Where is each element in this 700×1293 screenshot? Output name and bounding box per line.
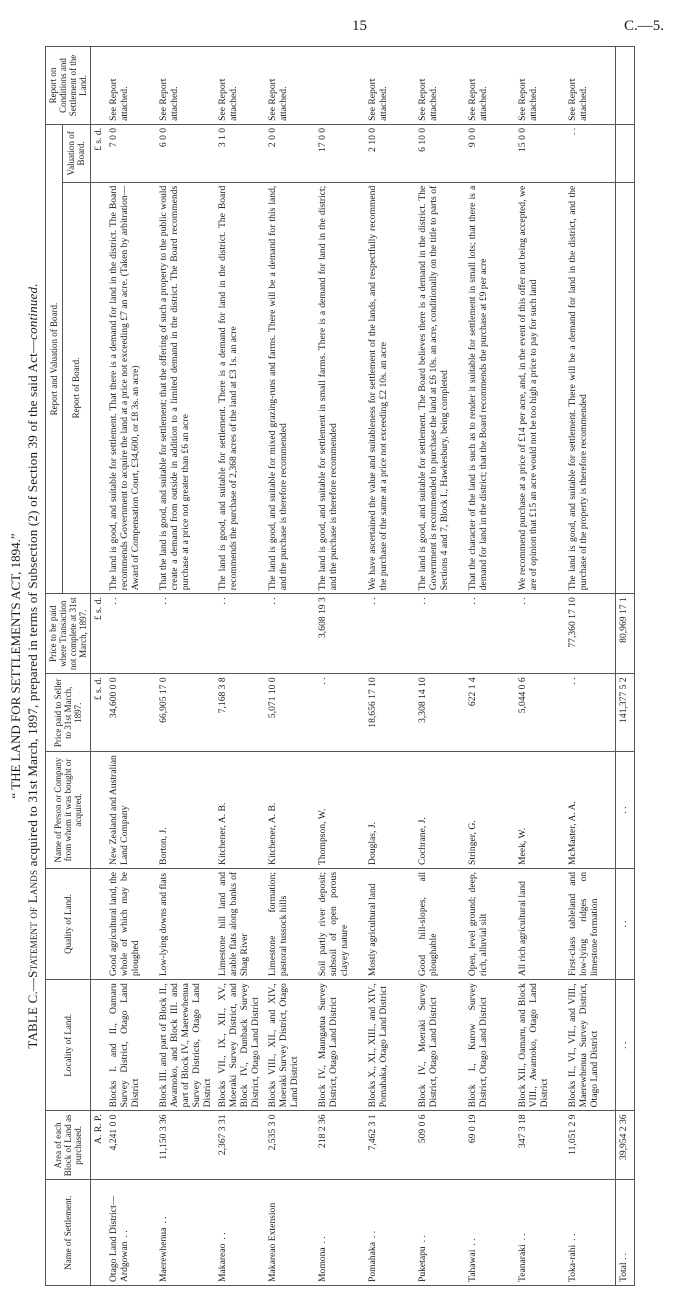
- locality-cell: [365, 980, 415, 1111]
- area-cell: [106, 1111, 156, 1180]
- area: 2,367 3 31: [217, 1114, 228, 1156]
- quality-cell: [365, 868, 415, 979]
- price-to-pay-cell: [265, 594, 315, 674]
- seller: New Zealand and Australian Land Company: [108, 755, 130, 865]
- board-report-cell: [415, 182, 465, 594]
- valuation-cell: [215, 124, 265, 182]
- leader-dots: . .: [367, 1230, 378, 1239]
- table-row: [515, 47, 565, 1286]
- conditions: See Report attached.: [108, 78, 130, 121]
- seller: Douglas, J.: [367, 822, 378, 865]
- table-title-continued: continued.: [25, 283, 40, 340]
- unit-topay: £ s. d.: [91, 594, 107, 674]
- board-report-cell: [315, 182, 365, 594]
- unit-valuation: £ s. d.: [91, 124, 107, 182]
- rotated-table-page: [8, 46, 648, 1286]
- price-paid-cell: [365, 674, 415, 752]
- board-report-cell: [515, 182, 565, 594]
- quality-cell: [106, 868, 156, 979]
- conditions-cell: [265, 47, 315, 125]
- price-paid: 7,168 3 8: [217, 677, 228, 714]
- conditions: See Report attached.: [567, 78, 589, 121]
- header-conditions: Report on Conditions and Settlement of the Land.: [46, 47, 91, 125]
- locality: Block III. and part of Block II., Awamoko, and Block III. and part of Block IV., Maerewhenua Survey Districts, Otago Land District: [158, 983, 213, 1108]
- board-report: We recommend purchase at a price of £14 per acre, and, in the event of this offer not being accepted, we are of opinion that £15 an acre would not be too high a price to pay for such land: [517, 185, 539, 591]
- valuation-cell: [315, 124, 365, 182]
- valuation-cell: [415, 124, 465, 182]
- header-locality: Locality of Land.: [46, 980, 91, 1111]
- header-name: Name of Settlement.: [46, 1180, 91, 1286]
- price-paid: 66,905 17 0: [158, 677, 169, 723]
- valuation: 2 10 0: [367, 127, 378, 152]
- seller: Kitchener, A. B.: [267, 802, 278, 865]
- total-label: Total: [618, 1262, 629, 1282]
- valuation: 3 1 0: [217, 127, 228, 148]
- price-paid-cell: [156, 674, 215, 752]
- table-row: [215, 47, 265, 1286]
- board-report-cell: [265, 182, 315, 594]
- price-to-pay-cell: [465, 594, 515, 674]
- area: 7,462 3 1: [367, 1114, 378, 1151]
- board-report-cell: [215, 182, 265, 594]
- valuation: 6 0 0: [158, 127, 169, 148]
- quality-cell: [156, 868, 215, 979]
- header-owner: Name of Person or Company from whom it was bought or acquired.: [46, 752, 91, 869]
- table-row: [565, 47, 616, 1286]
- board-report: The land is good, and suitable for settlement. There is a demand for land in the district. The Board recommends the purchase of 2,368 acres of the land at £3 1s. an acre: [217, 185, 239, 591]
- locality: Blocks I. and II., Oamaru Survey District, Otago Land District: [108, 983, 141, 1108]
- seller-cell: [565, 752, 616, 869]
- price-to-pay: . .: [217, 597, 228, 605]
- settlement-name-cell: [565, 1180, 616, 1286]
- board-report-cell: [465, 182, 515, 594]
- locality-cell: [265, 980, 315, 1111]
- document-reference: C.—5.: [624, 18, 665, 34]
- board-report: The land is good, and suitable for mixed grazing-runs and farms. There will be a demand for this land, and the purchase is therefore recommended: [267, 185, 289, 591]
- price-to-pay-cell: [415, 594, 465, 674]
- price-to-pay: . .: [467, 597, 478, 605]
- quality-cell: [215, 868, 265, 979]
- price-paid-cell: [515, 674, 565, 752]
- settlement-name: Teanaraki: [517, 1244, 528, 1282]
- total-dots: . .: [618, 1252, 629, 1261]
- quality-cell: [415, 868, 465, 979]
- total-owner: . .: [616, 752, 635, 869]
- table-row: [465, 47, 515, 1286]
- conditions: See Report attached.: [267, 78, 289, 121]
- total-row: [616, 47, 635, 1286]
- quality: Good agricultural land, the whole of which may be ploughed: [108, 871, 141, 977]
- conditions-cell: [365, 47, 415, 125]
- price-paid-cell: [265, 674, 315, 752]
- settlement-name-cell: [265, 1180, 315, 1286]
- total-locality: . .: [616, 980, 635, 1111]
- header-quality: Quality of Land.: [46, 868, 91, 979]
- price-to-pay: 3,608 19 3: [317, 597, 328, 639]
- area-cell: [215, 1111, 265, 1180]
- locality-cell: [565, 980, 616, 1111]
- price-paid-cell: [415, 674, 465, 752]
- price-paid: 18,656 17 10: [367, 677, 378, 728]
- valuation: . .: [567, 127, 578, 136]
- board-report-cell: [365, 182, 415, 594]
- total-quality: . .: [616, 868, 635, 979]
- quality: Open, level ground; deep, rich, alluvial silt: [467, 871, 489, 977]
- quality-cell: [265, 868, 315, 979]
- seller: Kitchener, A. B.: [217, 802, 228, 865]
- leader-dots: . .: [417, 1235, 428, 1243]
- area-cell: [365, 1111, 415, 1180]
- quality: All rich agricultural land: [517, 881, 528, 977]
- area: 69 0 19: [467, 1114, 478, 1144]
- area-cell: [265, 1111, 315, 1180]
- valuation-cell: [465, 124, 515, 182]
- settlement-name: Tahawai: [467, 1249, 478, 1282]
- price-to-pay-cell: [315, 594, 365, 674]
- seller-cell: [465, 752, 515, 869]
- conditions: See Report attached.: [417, 78, 439, 121]
- area: 347 3 18: [517, 1114, 528, 1148]
- settlement-name-cell: [465, 1180, 515, 1286]
- quality-cell: [515, 868, 565, 979]
- leader-dots: . .: [317, 1236, 328, 1244]
- settlement-name-cell: [315, 1180, 365, 1286]
- area-cell: [156, 1111, 215, 1180]
- area-cell: [515, 1111, 565, 1180]
- settlement-name: Toka-rahi: [567, 1244, 578, 1282]
- conditions-cell: [215, 47, 265, 125]
- total-paid: 141,377 5 2: [616, 674, 635, 752]
- area: 509 0 6: [417, 1114, 428, 1144]
- price-to-pay: . .: [367, 597, 378, 605]
- board-report: The land is good, and suitable for settlement in small farms. There is a demand for land in the district; and the purchase is therefore recommended: [317, 185, 339, 591]
- area: 218 2 36: [317, 1114, 328, 1148]
- header-price-paid: Price paid to Seller to 31st March, 1897.: [46, 674, 91, 752]
- quality-cell: [465, 868, 515, 979]
- seller-cell: [415, 752, 465, 869]
- settlement-name: Makareao: [217, 1243, 228, 1282]
- seller-cell: [215, 752, 265, 869]
- conditions-cell: [315, 47, 365, 125]
- price-to-pay-cell: [365, 594, 415, 674]
- price-to-pay: . .: [417, 597, 428, 605]
- price-paid: 3,308 14 10: [417, 677, 428, 723]
- board-report: That the character of the land is such as to render it suitable for settlement in small lots; that there is a demand for land in the district; that the Board recommends the purchase at £9 per acre: [467, 185, 489, 591]
- board-report: That the land is good, and suitable for settlement; that the offering of such a property to the public would create a demand from outside in addition to a limited demand in the district. The Board recommends purchase at a price not greater than £6 an acre: [158, 185, 191, 591]
- seller: Stringer, G.: [467, 820, 478, 865]
- price-paid-cell: [315, 674, 365, 752]
- price-to-pay-cell: [215, 594, 265, 674]
- locality-cell: [156, 980, 215, 1111]
- table-row: [415, 47, 465, 1286]
- valuation-cell: [156, 124, 215, 182]
- valuation: 15 0 0: [517, 127, 528, 152]
- settlement-name: Puketapu: [417, 1246, 428, 1282]
- quality: Mostly agricultural land: [367, 883, 378, 977]
- settlement-name-cell: [215, 1180, 265, 1286]
- price-paid-cell: [465, 674, 515, 752]
- price-paid: 5,044 0 6: [517, 677, 528, 714]
- area-cell: [315, 1111, 365, 1180]
- quality: Limestone hill land and arable flats along banks of Shag River: [217, 871, 250, 977]
- price-paid: . .: [567, 677, 578, 685]
- header-report: Report of Board.: [62, 182, 90, 594]
- header-area: Area of each Block of Land as purchased.: [46, 1111, 91, 1180]
- header-price-to-pay: Price to be paid where Transaction not complete at 31st March, 1897.: [46, 594, 91, 674]
- settlement-name: Momona: [317, 1247, 328, 1282]
- valuation-cell: [106, 124, 156, 182]
- table-title-caps: Statement of Lands: [25, 869, 40, 978]
- locality-cell: [106, 980, 156, 1111]
- leader-dots: . .: [217, 1232, 228, 1240]
- seller-cell: [265, 752, 315, 869]
- valuation: 2 0 0: [267, 127, 278, 148]
- settlement-name-cell: [415, 1180, 465, 1286]
- valuation-cell: [565, 124, 616, 182]
- price-to-pay-cell: [515, 594, 565, 674]
- table-title-rest: acquired to 31st March, 1897, prepared in terms of Subsection (2) of Section 39 of the said Act—: [25, 339, 40, 870]
- seller-cell: [106, 752, 156, 869]
- conditions-cell: [156, 47, 215, 125]
- settlement-name: Otago Land District—Ardgowan: [108, 1195, 130, 1282]
- conditions-cell: [106, 47, 156, 125]
- area: 4,241 0 0: [108, 1114, 119, 1151]
- header-valuation: Valuation of Board.: [62, 124, 90, 182]
- settlement-name-cell: [515, 1180, 565, 1286]
- unit-area: A. R. P.: [91, 1111, 107, 1180]
- leader-dots: . .: [467, 1238, 478, 1246]
- quality: First-class tableland and low-lying ridges on limestone formation: [567, 871, 600, 977]
- act-heading: “ THE LAND FOR SETTLEMENTS ACT, 1894.”: [8, 533, 23, 799]
- table-title: [24, 46, 41, 1286]
- settlement-name-cell: [156, 1180, 215, 1286]
- unit-paid: £ s. d.: [91, 674, 107, 752]
- valuation-cell: [265, 124, 315, 182]
- table-title-prefix: TABLE C.—: [25, 977, 40, 1049]
- area: 2,535 3 0: [267, 1114, 278, 1151]
- quality: Good hill-slopes, all ploughable: [417, 871, 439, 977]
- locality: Block I., Kurow Survey District, Otago Land District: [467, 983, 489, 1108]
- price-to-pay: . .: [267, 597, 278, 605]
- leader-dots: . .: [119, 1230, 130, 1238]
- leader-dots: . .: [158, 1216, 169, 1224]
- header-report-group: Report and Valuation of Board.: [46, 124, 63, 593]
- table-row: [156, 47, 215, 1286]
- conditions: See Report attached.: [158, 78, 180, 121]
- area-cell: [465, 1111, 515, 1180]
- board-report: We have ascertained the value and suitableness for settlement of the lands, and respectfully recommend the purchase of the same at a price not exceeding £2 10s. an acre: [367, 185, 389, 591]
- conditions-cell: [515, 47, 565, 125]
- seller: Meek, W.: [517, 827, 528, 865]
- price-to-pay-cell: [106, 594, 156, 674]
- locality-cell: [415, 980, 465, 1111]
- locality-cell: [515, 980, 565, 1111]
- valuation-cell: [515, 124, 565, 182]
- price-to-pay: 77,360 17 10: [567, 597, 578, 648]
- area: 11,051 2 9: [567, 1114, 578, 1155]
- settlement-name-cell: [365, 1180, 415, 1286]
- conditions: See Report attached.: [217, 78, 239, 121]
- price-paid-cell: [215, 674, 265, 752]
- quality: Limestone formation; pastoral tussock hills: [267, 871, 289, 977]
- locality: Block IV., Moeraki Survey District, Otago Land District: [417, 983, 439, 1108]
- leader-dots: . .: [517, 1233, 528, 1241]
- seller-cell: [315, 752, 365, 869]
- quality-cell: [565, 868, 616, 979]
- settlement-name: Makareao Extension: [267, 1202, 278, 1282]
- seller-cell: [156, 752, 215, 869]
- conditions-cell: [465, 47, 515, 125]
- board-report: The land is good, and suitable for settlement. The Board believes there is a demand in the district. The Government is recommended to purchase the land at £6 10s. an acre, conditionally on the title to parts of Sections 4 and 7, Block I., Hawkesbury, being completed: [417, 185, 450, 591]
- table-row: [365, 47, 415, 1286]
- seller-cell: [515, 752, 565, 869]
- locality: Blocks X., XI., XIII., and XIV., Pomahaka, Otago Land District: [367, 983, 389, 1108]
- valuation: 6 10 0: [417, 127, 428, 152]
- area-cell: [415, 1111, 465, 1180]
- quality: Soil partly river deposit; subsoil of open porous clayey nature: [317, 871, 350, 977]
- price-paid: 5,071 10 0: [267, 677, 278, 719]
- valuation: 9 0 0: [467, 127, 478, 148]
- valuation: 7 0 0: [108, 127, 119, 148]
- seller: Cochrane, J.: [417, 817, 428, 865]
- locality: Block IV., Maungatua Survey District, Otago Land District: [317, 983, 339, 1108]
- conditions-cell: [415, 47, 465, 125]
- price-to-pay-cell: [156, 594, 215, 674]
- valuation-cell: [365, 124, 415, 182]
- seller: Thompson, W.: [317, 808, 328, 865]
- locality: Blocks II., VI., VII., and VIII., Maerewhenua Survey District, Otago Land District: [567, 983, 600, 1108]
- price-to-pay-cell: [565, 594, 616, 674]
- board-report-cell: [156, 182, 215, 594]
- table-row: [315, 47, 365, 1286]
- conditions-cell: [565, 47, 616, 125]
- locality: Blocks VIII., XII., and XIV., Moeraki Survey District, Otago Land District: [267, 983, 300, 1108]
- conditions: See Report attached.: [467, 78, 489, 121]
- price-paid-cell: [106, 674, 156, 752]
- price-paid: . .: [317, 677, 328, 685]
- board-report-cell: [106, 182, 156, 594]
- board-report: The land is good, and suitable for settlement. There will be a demand for land in the district, and the purchase of the property is therefore recommended: [567, 185, 589, 591]
- table-row: [265, 47, 315, 1286]
- quality-cell: [315, 868, 365, 979]
- area-cell: [565, 1111, 616, 1180]
- seller: McMaster, A. A.: [567, 801, 578, 865]
- conditions: See Report attached.: [517, 78, 539, 121]
- seller: Borton, J.: [158, 827, 169, 865]
- conditions: See Report attached.: [367, 78, 389, 121]
- page-number: 15: [352, 18, 367, 34]
- settlement-name-cell: [106, 1180, 156, 1286]
- price-to-pay: . .: [108, 597, 119, 605]
- price-paid-cell: [565, 674, 616, 752]
- total-topay: 80,969 17 1: [616, 594, 635, 674]
- valuation: 17 0 0: [317, 127, 328, 152]
- locality-cell: [465, 980, 515, 1111]
- quality: Low-lying downs and flats: [158, 873, 169, 977]
- locality: Block XII., Oamaru, and Block VIII., Awamoko, Otago Land District: [517, 983, 550, 1108]
- price-to-pay: . .: [517, 597, 528, 605]
- total-area: 39,954 2 36: [616, 1111, 635, 1180]
- settlement-name: Pomahaka: [367, 1242, 378, 1282]
- seller-cell: [365, 752, 415, 869]
- price-paid: 622 1 4: [467, 677, 478, 707]
- board-report: The land is good, and suitable for settlement. That there is a demand for land in the district. The Board recommends Government to acquire the land at a price not exceeding £7 an acre. (Taken by arbitration—Award of Compensation Court, £34,600, or £8 3s. an acre): [108, 185, 141, 591]
- leader-dots: . .: [567, 1233, 578, 1241]
- price-to-pay: . .: [158, 597, 169, 605]
- area: 11,150 3 36: [158, 1114, 169, 1160]
- price-paid: 34,600 0 0: [108, 677, 119, 719]
- table-row: [106, 47, 156, 1286]
- settlement-lands-table: [45, 46, 635, 1286]
- locality-cell: [315, 980, 365, 1111]
- locality: Blocks VII., IX., XII., XV., Moeraki Survey District, and Block IV., Dunback Survey District, Otago Land District: [217, 983, 261, 1108]
- settlement-name: Maerewhenua: [158, 1227, 169, 1282]
- locality-cell: [215, 980, 265, 1111]
- board-report-cell: [565, 182, 616, 594]
